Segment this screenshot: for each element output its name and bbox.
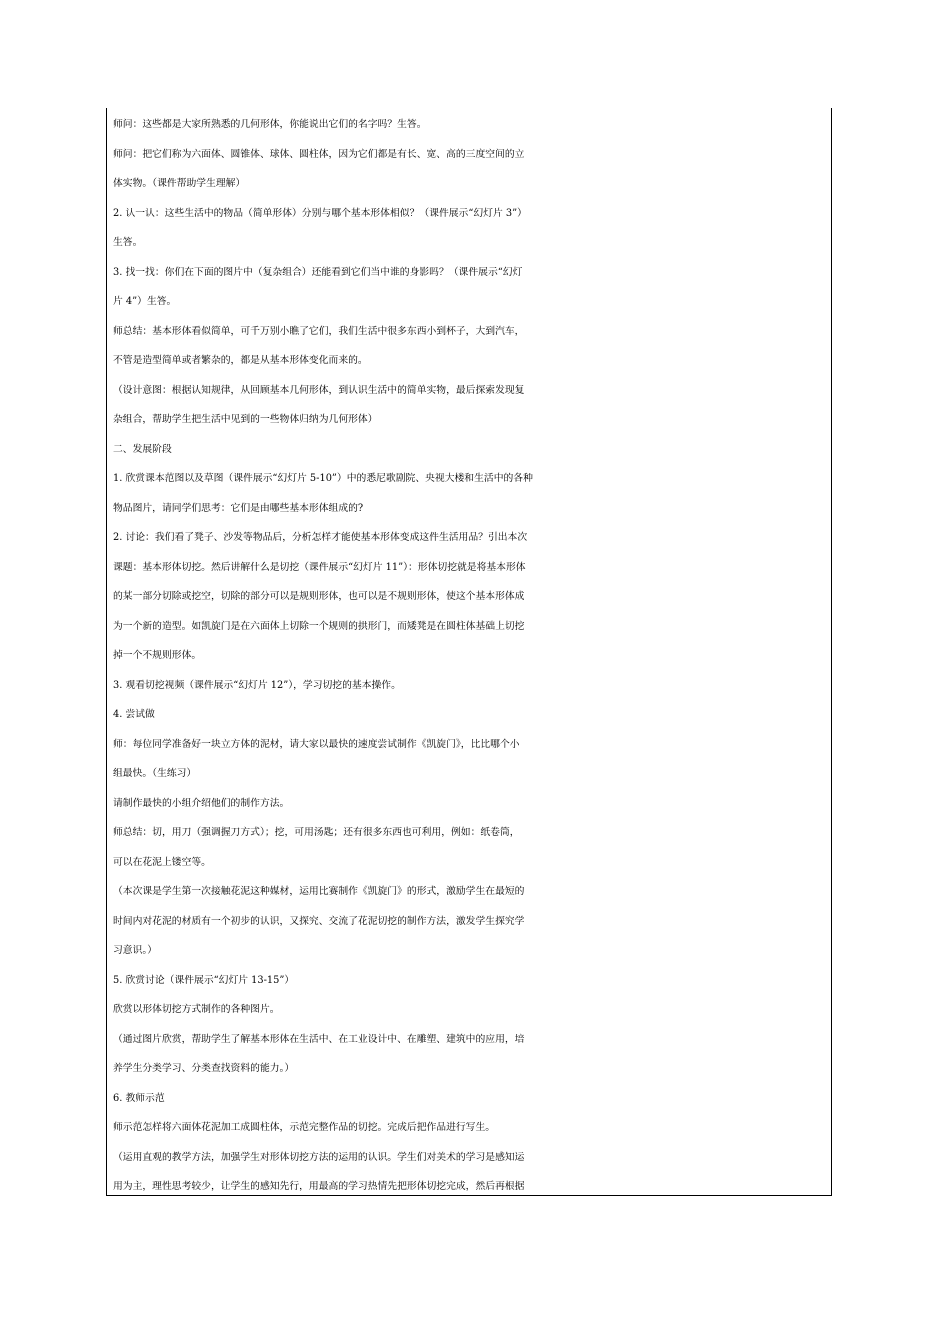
text-line: 物品图片，请同学们思考：它们是由哪些基本形体组成的? [113, 502, 364, 514]
text-line: 师总结：切，用刀（强调握刀方式）；挖，可用汤匙；还有很多东西也可利用，例如：纸卷筒， [113, 827, 520, 838]
text-line: 片 4”）生答。 [113, 296, 177, 307]
text-line: 养学生分类学习、分类查找资料的能力。） [113, 1063, 295, 1074]
text-line: 2. 认一认：这些生活中的物品（简单形体）分别与哪个基本形体相似？（课件展示“幻灯片 3”） [113, 207, 527, 219]
text-line: （设计意图：根据认知规律，从回顾基本几何形体，到认识生活中的简单实物，最后探索发现复 [113, 384, 525, 396]
text-line: （通过图片欣赏，帮助学生了解基本形体在生活中、在工业设计中、在雕塑、建筑中的应用，培 [113, 1033, 525, 1045]
text-line: 杂组合，帮助学生把生活中见到的一些物体归纳为几何形体） [113, 414, 378, 425]
text-line: 不管是造型简单或者繁杂的，都是从基本形体变化而来的。 [113, 355, 368, 366]
lesson-plan-table-cell [106, 108, 832, 1196]
text-line: 3. 找一找：你们在下面的图片中（复杂组合）还能看到它们当中谁的身影吗？（课件展示“幻灯 [113, 266, 523, 278]
text-line: 师示范怎样将六面体花泥加工成圆柱体，示范完整作品的切挖。完成后把作品进行写生。 [113, 1122, 496, 1133]
text-line: （本次课是学生第一次接触花泥这种媒材，运用比赛制作《凯旋门》的形式，激励学生在最短的 [113, 886, 525, 897]
text-line: 时间内对花泥的材质有一个初步的认识，又探究、交流了花泥切挖的制作方法，激发学生探究学 [113, 915, 525, 927]
text-line: 师总结：基本形体看似简单，可千万别小瞧了它们，我们生活中很多东西小到杯子，大到汽车， [113, 325, 525, 337]
text-line: 1. 欣赏课本范图以及草图（课件展示“幻灯片 5-10”）中的悉尼歌剧院、央视大楼和生活中的各种 [113, 473, 533, 484]
text-line: 请制作最快的小组介绍他们的制作方法。 [113, 797, 290, 809]
text-line: 用为主，理性思考较少，让学生的感知先行，用最高的学习热情先把形体切挖完成，然后再根据 [113, 1181, 525, 1192]
text-line: 二、发展阶段 [113, 443, 172, 455]
text-line: 6. 教师示范 [113, 1092, 165, 1104]
text-line: 师问：这些都是大家所熟悉的几何形体，你能说出它们的名字吗？生答。 [113, 119, 427, 130]
text-line: 4. 尝试做 [113, 709, 155, 720]
text-line: 可以在花泥上镂空等。 [113, 856, 211, 868]
text-line: 欣赏以形体切挖方式制作的各种图片。 [113, 1004, 280, 1015]
text-line: 师问：把它们称为六面体、圆锥体、球体、圆柱体，因为它们都是有长、宽、高的三度空间的立 [113, 148, 525, 160]
text-line: 体实物。（课件帮助学生理解） [113, 178, 246, 189]
text-line: 师：每位同学准备好一块立方体的泥材，请大家以最快的速度尝试制作《凯旋门》，比比哪个小 [113, 738, 520, 750]
text-line: 课题：基本形体切挖。然后讲解什么是切挖（课件展示“幻灯片 11”）：形体切挖就是将基本形体 [113, 561, 526, 573]
text-line: （运用直观的教学方法，加强学生对形体切挖方法的运用的认识。学生们对美术的学习是感知运 [113, 1151, 525, 1163]
text-line: 生答。 [113, 237, 143, 248]
text-line: 掉一个不规则形体。 [113, 650, 202, 661]
text-line: 5. 欣赏讨论（课件展示“幻灯片 13-15”） [113, 974, 295, 986]
text-line: 习意识。） [113, 945, 158, 956]
text-line: 为一个新的造型。如凯旋门是在六面体上切除一个规则的拱形门，而矮凳是在圆柱体基础上切挖 [113, 620, 525, 632]
lesson-text [113, 110, 829, 1196]
text-line: 3. 观看切挖视频（课件展示“幻灯片 12”），学习切挖的基本操作。 [113, 679, 401, 691]
text-line: 2. 讨论：我们看了凳子、沙发等物品后，分析怎样才能使基本形体变成这件生活用品？引出本次 [113, 532, 528, 543]
text-line: 的某一部分切除或挖空，切除的部分可以是规则形体，也可以是不规则形体，使这个基本形体成 [113, 591, 525, 602]
text-line: 组最快。（生练习） [113, 768, 197, 779]
